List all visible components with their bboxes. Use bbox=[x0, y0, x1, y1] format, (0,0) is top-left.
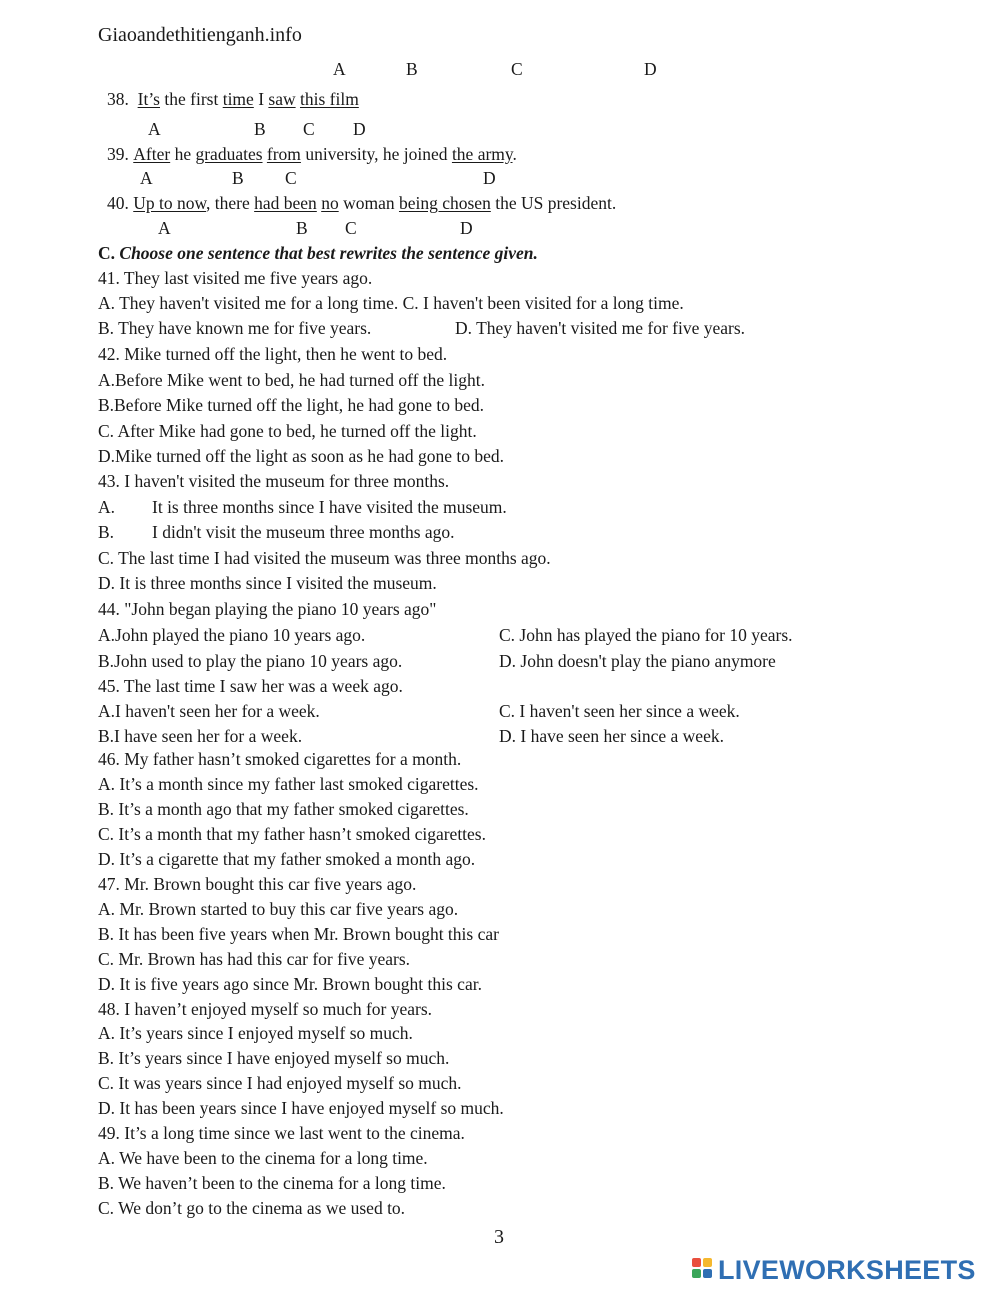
option-b: B. It’s a month ago that my father smoked cigarettes. bbox=[98, 799, 469, 819]
option-c: C. John has played the piano for 10 years. bbox=[499, 625, 793, 645]
option-c: C. It was years since I had enjoyed myself so much. bbox=[98, 1073, 462, 1093]
underlined-part-a: After bbox=[133, 144, 171, 164]
letter-b: B bbox=[232, 168, 244, 188]
underlined-part-d: the army bbox=[451, 144, 513, 164]
option-b: B. They have known me for five years. bbox=[98, 318, 372, 338]
question-38: 38. It’s the first time I saw this film bbox=[107, 89, 359, 109]
letter-d: D bbox=[353, 119, 366, 139]
option-d: D. John doesn't play the piano anymore bbox=[499, 651, 776, 671]
underlined-part-a: Up to now bbox=[133, 193, 207, 213]
option-c: C. After Mike had gone to bed, he turned off the light. bbox=[98, 421, 477, 441]
letter-a: A bbox=[140, 168, 153, 188]
letter-a: A bbox=[148, 119, 161, 139]
section-instruction: Choose one sentence that best rewrites the sentence given. bbox=[119, 243, 538, 263]
letter-b: B bbox=[406, 59, 418, 79]
option-b: B.I have seen her for a week. bbox=[98, 726, 303, 746]
option-b: B. It’s years since I have enjoyed myself so much. bbox=[98, 1048, 450, 1068]
question-42: 42. Mike turned off the light, then he went to bed. bbox=[98, 344, 448, 364]
question-43: 43. I haven't visited the museum for three months. bbox=[98, 471, 450, 491]
option-c: C. It’s a month that my father hasn’t smoked cigarettes. bbox=[98, 824, 486, 844]
question-49: 49. It’s a long time since we last went to the cinema. bbox=[98, 1123, 465, 1143]
option-d: D.Mike turned off the light as soon as he had gone to bed. bbox=[98, 446, 504, 466]
option-c: C. We don’t go to the cinema as we used to. bbox=[98, 1198, 406, 1218]
question-41: 41. They last visited me five years ago. bbox=[98, 268, 373, 288]
underlined-part-a: It’s bbox=[137, 89, 160, 109]
letter-c: C bbox=[303, 119, 315, 139]
option-row: A. They haven't visited me for a long time. C. I haven't been visited for a long time. bbox=[98, 293, 684, 313]
letter-d: D bbox=[483, 168, 496, 188]
underlined-part-c: from bbox=[266, 144, 301, 164]
letter-c: C bbox=[345, 218, 357, 238]
letter-d: D bbox=[644, 59, 657, 79]
option-a: A.Before Mike went to bed, he had turned off the light. bbox=[98, 370, 486, 390]
question-39: 39. After he graduates from university, he joined the army. bbox=[107, 144, 517, 164]
question-40: 40. Up to now, there had been no woman being chosen the US president. bbox=[107, 193, 617, 213]
option-b: B.Before Mike turned off the light, he had gone to bed. bbox=[98, 395, 485, 415]
underlined-part-d: this film bbox=[299, 89, 359, 109]
option-b: B. We haven’t been to the cinema for a long time. bbox=[98, 1173, 446, 1193]
letter-a: A bbox=[333, 59, 346, 79]
question-47: 47. Mr. Brown bought this car five years ago. bbox=[98, 874, 417, 894]
option-a-label: A. bbox=[98, 497, 116, 517]
question-number: 38. bbox=[107, 89, 129, 109]
option-b-label: B. bbox=[98, 522, 115, 542]
underlined-part-c: saw bbox=[268, 89, 296, 109]
option-d: D. I have seen her since a week. bbox=[499, 726, 724, 746]
liveworksheets-logo bbox=[692, 1254, 976, 1286]
option-a: It is three months since I have visited the museum. bbox=[152, 497, 507, 517]
option-d: D. It has been years since I have enjoyed myself so much. bbox=[98, 1098, 504, 1118]
page-number: 3 bbox=[494, 1226, 504, 1248]
site-header: Giaoandethitienganh.info bbox=[98, 24, 302, 46]
option-b: I didn't visit the museum three months ago. bbox=[152, 522, 455, 542]
option-d: D. It is three months since I visited the museum. bbox=[98, 573, 437, 593]
option-a: A. It’s a month since my father last smoked cigarettes. bbox=[98, 774, 479, 794]
question-45: 45. The last time I saw her was a week ago. bbox=[98, 676, 403, 696]
option-a: A. We have been to the cinema for a long time. bbox=[98, 1148, 428, 1168]
question-44: 44. "John began playing the piano 10 years ago" bbox=[98, 599, 437, 619]
underlined-part-b: had been bbox=[254, 193, 317, 213]
underlined-part-c: no bbox=[321, 193, 339, 213]
option-d: D. They haven't visited me for five years. bbox=[455, 318, 746, 338]
option-a: A. Mr. Brown started to buy this car five years ago. bbox=[98, 899, 459, 919]
option-a: A. It’s years since I enjoyed myself so much. bbox=[98, 1023, 413, 1043]
option-b: B.John used to play the piano 10 years ago. bbox=[98, 651, 403, 671]
letter-c: C bbox=[285, 168, 297, 188]
letter-d: D bbox=[460, 218, 473, 238]
question-48: 48. I haven’t enjoyed myself so much for years. bbox=[98, 999, 433, 1019]
underlined-part-b: time bbox=[222, 89, 254, 109]
option-a: A.John played the piano 10 years ago. bbox=[98, 625, 366, 645]
question-46: 46. My father hasn’t smoked cigarettes for a month. bbox=[98, 749, 462, 769]
letter-b: B bbox=[254, 119, 266, 139]
brand-name: LIVEWORKSHEETS bbox=[718, 1254, 976, 1285]
option-c: C. The last time I had visited the museum was three months ago. bbox=[98, 548, 551, 568]
option-a: A.I haven't seen her for a week. bbox=[98, 701, 320, 721]
liveworksheets-mark-icon bbox=[692, 1258, 714, 1282]
letter-a: A bbox=[158, 218, 171, 238]
option-d: D. It’s a cigarette that my father smoked a month ago. bbox=[98, 849, 476, 869]
letter-b: B bbox=[296, 218, 308, 238]
option-d: D. It is five years ago since Mr. Brown bought this car. bbox=[98, 974, 482, 994]
letter-c: C bbox=[511, 59, 523, 79]
underlined-part-d: being chosen bbox=[398, 193, 491, 213]
underlined-part-b: graduates bbox=[195, 144, 263, 164]
option-c: C. Mr. Brown has had this car for five years. bbox=[98, 949, 411, 969]
option-b: B. It has been five years when Mr. Brown bought this car bbox=[98, 924, 499, 944]
option-c: C. I haven't seen her since a week. bbox=[499, 701, 740, 721]
section-c-heading: C. Choose one sentence that best rewrites the sentence given. bbox=[98, 243, 538, 263]
